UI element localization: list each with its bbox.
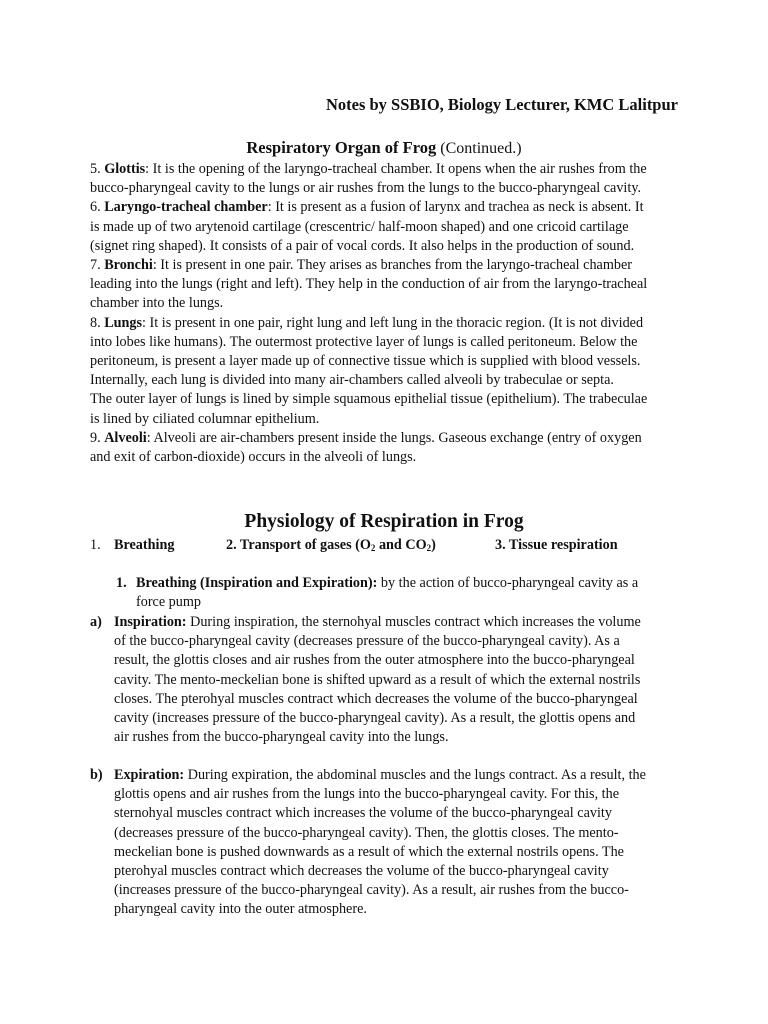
- organ-text-line: is lined by ciliated columnar epithelium.: [90, 410, 320, 427]
- breathing-number: 1.: [116, 575, 127, 591]
- organ-text-line: peritoneum, is present a layer made up of connective tissue which is supplied with blood vessels.: [90, 353, 641, 370]
- inspiration-text-line: result, the glottis closes and air rushes from the outer atmosphere into the bucco-pharyngeal: [114, 652, 635, 669]
- expiration-text-line: sternohyal muscles contract which increases the volume of the bucco-pharyngeal cavity: [114, 805, 612, 822]
- breathing-label: Breathing (Inspiration and Expiration):: [136, 575, 378, 591]
- expiration-text-line: pterohyal muscles contract which decreases the volume of the bucco-pharyngeal cavity: [114, 863, 609, 880]
- organ-item-glottis: 5. Glottis: It is the opening of the laryngo-tracheal chamber. It opens when the air rushes from the: [90, 161, 647, 177]
- expiration-text-line: (increases pressure of the bucco-pharyngeal cavity). As a result, air rushes from the bucco-: [114, 882, 629, 899]
- organ-text-line: leading into the lungs (right and left). They help in the conduction of air from the laryngo-tracheal: [90, 276, 648, 293]
- topic-breathing: Breathing: [114, 537, 175, 553]
- inspiration-label: Inspiration:: [114, 614, 187, 630]
- organ-text-line: into lobes like humans). The outermost protective layer of lungs is called peritoneum. Below the: [90, 333, 638, 350]
- expiration-text-line: glottis opens and air rushes from the lungs into the bucco-pharyngeal cavity. For this, the: [114, 786, 619, 803]
- inspiration-text-line: closes. The pterohyal muscles contract which decreases the volume of the bucco-pharyngeal: [114, 690, 638, 707]
- topic-transport-of-gases: 2. Transport of gases ($O_2$ and $CO_2$): [226, 537, 436, 553]
- organ-term: Glottis: [104, 161, 146, 177]
- organ-text-line: bucco-pharyngeal cavity to the lungs or air rushes from the lungs to the bucco-pharyngeal cavity.: [90, 180, 642, 197]
- inspiration-item: a) Inspiration: During inspiration, the sternohyal muscles contract which increases the volume of the bucco-pharyngeal cavity (decreases pressure of the bucco-pharyngeal cavity). As a result, the glottis closes and air rushes from the outer atmosphere into the bucco-pharyngeal cavity. The mento-meckelian bone is shifted upward as a result of which the external nostrils closes. The pterohyal muscles contract which decreases the volume of the bucco-pharyngeal cavity (increases pressure of the bucco-pharyngeal cavity). As a result, the glottis opens and air rushes from the bucco-pharyngeal cavity into the lungs.: [90, 613, 680, 747]
- inspiration-text-line: of the bucco-pharyngeal cavity (decreases pressure of the bucco-pharyngeal cavity). As a: [114, 633, 620, 650]
- page-title-suffix: (Continued.): [440, 140, 522, 157]
- physiology-topics: [90, 537, 690, 557]
- breathing-intro: 1. Breathing (Inspiration and Expiration): by the action of bucco-pharyngeal cavity as a force pump: [116, 574, 680, 612]
- organ-term: Bronchi: [104, 257, 153, 274]
- expiration-item: b) Expiration: During expiration, the abdominal muscles and the lungs contract. As a result, the glottis opens and air rushes from the lungs into the bucco-pharyngeal cavity. For this, the sternohyal muscles contract which increases the volume of the bucco-pharyngeal cavity (decreases pressure of the bucco-pharyngeal cavity). Then, the glottis closes. The mento- meckelian bone is pushed downwards as a result of which the external nostrils opens. The pterohyal muscles contract which decreases the volume of the bucco-pharyngeal cavity (increases pressure of the bucco-pharyngeal cavity). As a result, air rushes from the bucco- pharyngeal cavity into the outer atmosphere.: [90, 766, 680, 920]
- organ-term: Lungs: [104, 314, 143, 331]
- topic-number: 1.: [90, 537, 101, 553]
- expiration-text-line: pharyngeal cavity into the outer atmosphere.: [114, 901, 367, 918]
- organ-text-line: Internally, each lung is divided into many air-chambers called alveoli by trabeculae or septa.: [90, 372, 614, 389]
- organ-text-line: The outer layer of lungs is lined by simple squamous epithelial tissue (epithelium). The trabeculae: [90, 391, 648, 408]
- organ-item-lungs: 8. Lungs: It is present in one pair, right lung and left lung in the thoracic region. (It is not divided: [90, 314, 644, 331]
- physiology-heading: Physiology of Respiration in Frog: [244, 511, 524, 532]
- expiration-text-line: (decreases pressure of the bucco-pharyngeal cavity). Then, the glottis closes. The mento-: [114, 824, 619, 841]
- inspiration-text-line: cavity (increases pressure of the bucco-pharyngeal cavity). As a result, the glottis opens and: [114, 710, 636, 727]
- organ-text-line: (signet ring shaped). It consists of a pair of vocal cords. It also helps in the production of sound.: [90, 237, 635, 254]
- breathing-text-line: force pump: [136, 594, 202, 611]
- page-title-main: Respiratory Organ of Frog: [246, 138, 437, 157]
- inspiration-text-line: air rushes from the bucco-pharyngeal cavity into the lungs.: [114, 729, 449, 746]
- organ-term: Laryngo-tracheal chamber: [104, 199, 268, 216]
- expiration-label: Expiration:: [114, 767, 185, 783]
- organ-list: [90, 160, 680, 467]
- expiration-marker: b): [90, 767, 103, 783]
- organ-item-alveoli: 9. Alveoli: Alveoli are air-chambers present inside the lungs. Gaseous exchange (entry of oxygen: [90, 429, 642, 446]
- organ-text-line: and exit of carbon-dioxide) occurs in the alveoli of lungs.: [90, 449, 417, 466]
- inspiration-marker: a): [90, 614, 102, 630]
- author-header: Notes by SSBIO, Biology Lecturer, KMC Lalitpur: [325, 95, 678, 114]
- page-title: [0, 138, 768, 158]
- inspiration-text-line: cavity. The mento-meckelian bone is shifted upward as a result of which the external nostrils: [114, 671, 641, 688]
- topic-tissue-respiration: 3. Tissue respiration: [495, 537, 618, 553]
- organ-term: Alveoli: [104, 429, 147, 446]
- organ-item-chamber: 6. Laryngo-tracheal chamber: It is present as a fusion of larynx and trachea as neck is absent. It: [90, 199, 644, 216]
- organ-text-line: chamber into the lungs.: [90, 295, 224, 312]
- expiration-text-line: meckelian bone is pushed downwards as a result of which the external nostrils opens. The: [114, 843, 624, 860]
- organ-text-line: is made up of two arytenoid cartilage (crescentric/ half-moon shaped) and one cricoid cartilage: [90, 218, 629, 235]
- organ-item-bronchi: 7. Bronchi: It is present in one pair. They arises as branches from the laryngo-tracheal chamber: [90, 257, 632, 274]
